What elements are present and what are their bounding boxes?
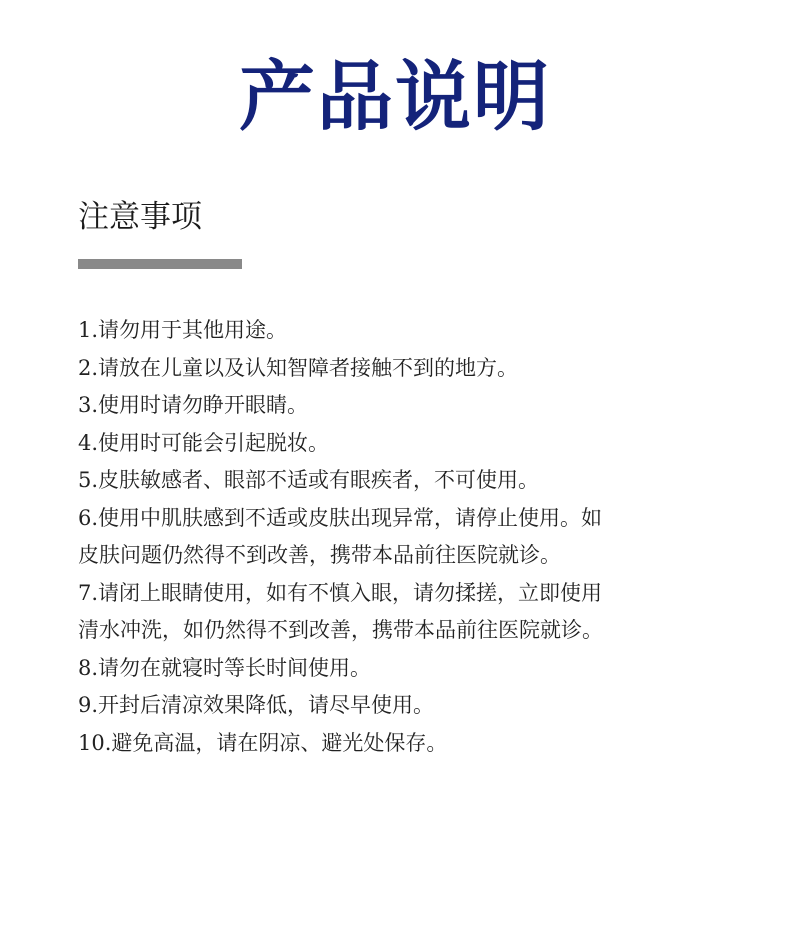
precaution-line-4: 4.使用时可能会引起脱妆。: [78, 430, 330, 455]
precaution-line-6-continued: 皮肤问题仍然得不到改善，携带本品前往医院就诊。: [78, 543, 561, 567]
precaution-line-1: 1.请勿用于其他用途。: [78, 318, 288, 342]
page-title: 产品说明: [239, 52, 551, 141]
precaution-line-5: 5.皮肤敏感者、眼部不适或有眼疾者，不可使用。: [78, 468, 540, 492]
precautions-list: [78, 312, 718, 762]
precaution-line-7-continued: 清水冲洗，如仍然得不到改善，携带本品前往医院就诊。: [78, 618, 603, 642]
precaution-line-9: 9.开封后清凉效果降低，请尽早使用。: [78, 693, 435, 717]
precaution-line-8: 8.请勿在就寝时等长时间使用。: [78, 655, 372, 680]
heading-divider: [78, 259, 242, 269]
precautions-heading: 注意事项: [78, 199, 202, 235]
precaution-line-7: 7.请闭上眼睛使用，如有不慎入眼，请勿揉搓，立即使用: [78, 580, 603, 605]
precaution-line-3: 3.使用时请勿睁开眼睛。: [78, 393, 309, 417]
precaution-line-2: 2.请放在儿童以及认知智障者接触不到的地方。: [78, 355, 519, 380]
precaution-line-6: 6.使用中肌肤感到不适或皮肤出现异常，请停止使用。如: [78, 505, 603, 530]
precaution-line-10: 10.避免高温，请在阴凉、避光处保存。: [78, 730, 448, 755]
